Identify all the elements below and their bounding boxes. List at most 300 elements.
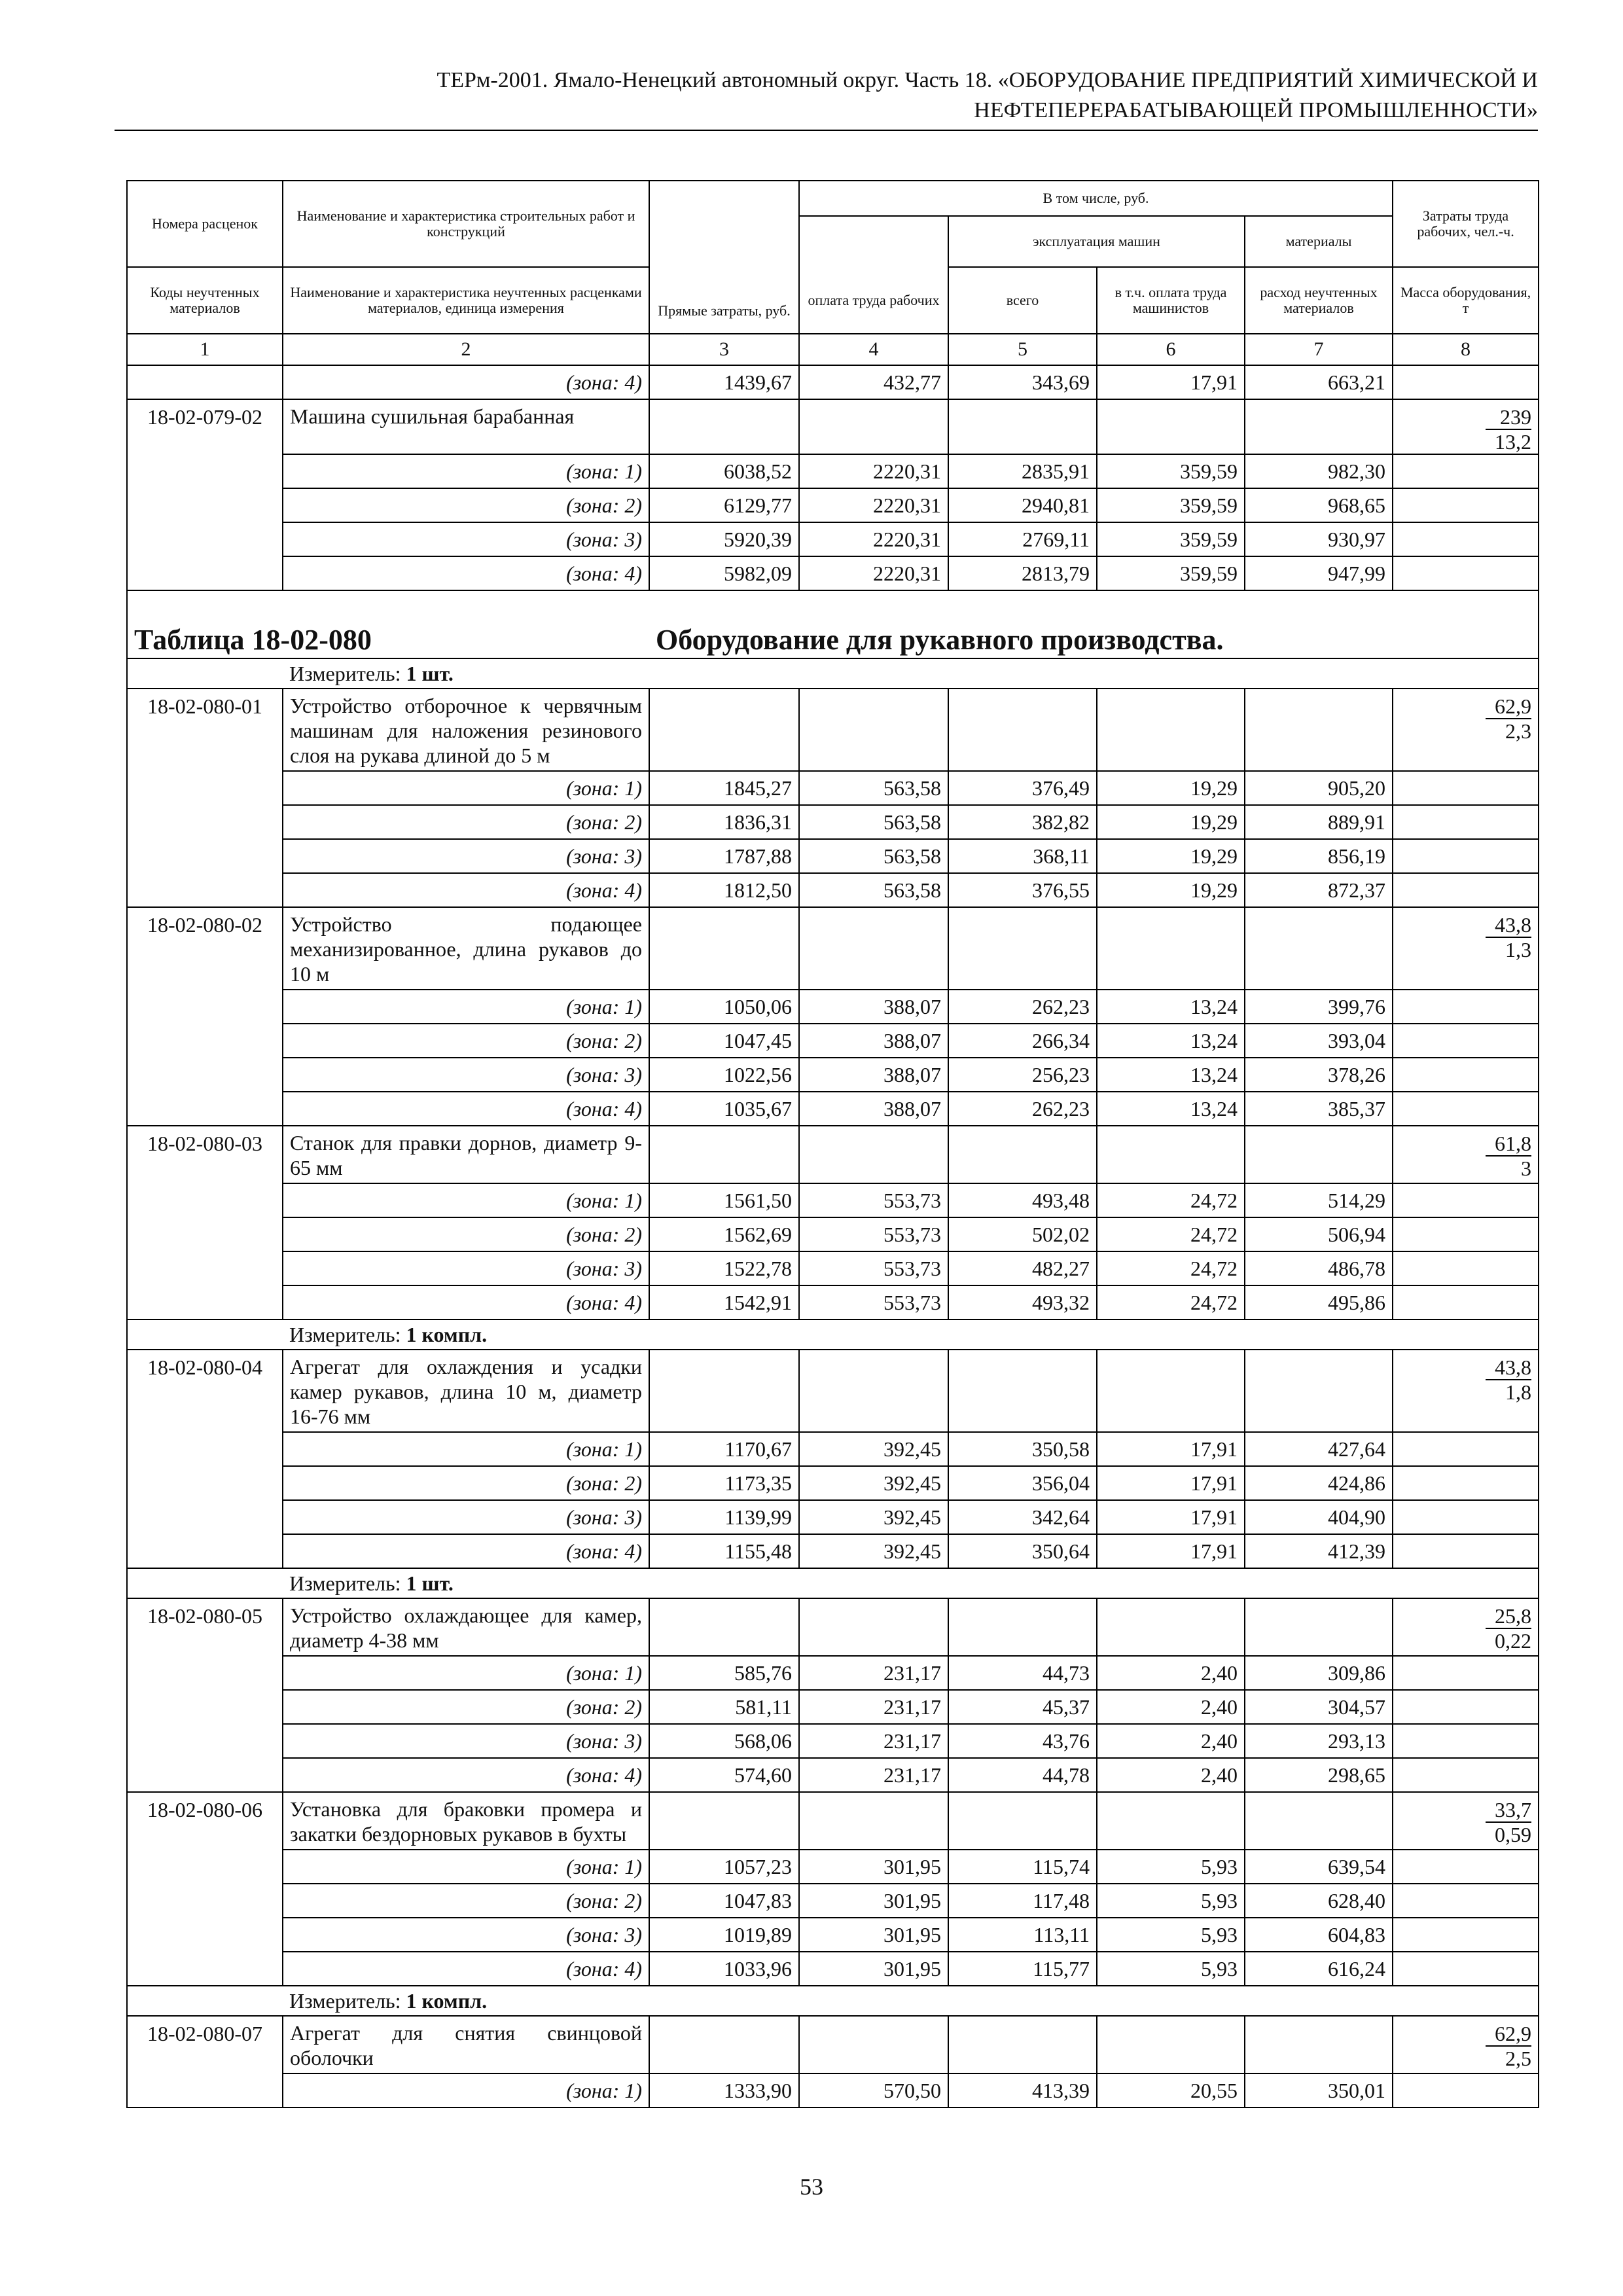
zone-row <box>127 1466 1539 1500</box>
blank-cell <box>649 399 799 454</box>
value-cell: 663,21 <box>1245 365 1393 399</box>
value-cell: 5,93 <box>1097 1952 1245 1986</box>
value-cell: 2813,79 <box>948 556 1097 590</box>
value-cell: 376,55 <box>948 873 1097 907</box>
zone-label: (зона: 2) <box>283 805 649 839</box>
rate-item-row <box>127 907 1539 990</box>
labor-value: 33,7 <box>1486 1798 1531 1823</box>
value-cell: 13,24 <box>1097 1024 1245 1058</box>
value-cell: 19,29 <box>1097 839 1245 873</box>
value-cell: 350,01 <box>1245 2073 1393 2108</box>
value-cell: 482,27 <box>948 1251 1097 1285</box>
zone-row <box>127 1058 1539 1092</box>
value-cell: 563,58 <box>799 873 948 907</box>
labor-mass-fraction <box>1393 1792 1539 1850</box>
value-cell: 343,69 <box>948 365 1097 399</box>
rate-code: 18-02-080-03 <box>127 1126 283 1319</box>
value-cell: 385,37 <box>1245 1092 1393 1126</box>
measure-row <box>127 1986 1539 2016</box>
blank-cell <box>1393 1058 1539 1092</box>
zone-row <box>127 1217 1539 1251</box>
rate-code: 18-02-080-05 <box>127 1598 283 1792</box>
blank-cell <box>1245 1126 1393 1183</box>
zone-row <box>127 839 1539 873</box>
blank-cell <box>1245 907 1393 990</box>
blank-cell <box>948 1126 1097 1183</box>
value-cell: 568,06 <box>649 1724 799 1758</box>
rate-item-row <box>127 1792 1539 1850</box>
blank-cell <box>1393 1850 1539 1884</box>
blank-cell <box>1393 1884 1539 1918</box>
col-codes: Коды неучтенных материалов <box>127 267 283 334</box>
zone-row <box>127 771 1539 805</box>
column-number: 4 <box>799 334 948 365</box>
blank-cell <box>799 907 948 990</box>
value-cell: 1522,78 <box>649 1251 799 1285</box>
blank-cell <box>1393 556 1539 590</box>
value-cell: 231,17 <box>799 1690 948 1724</box>
value-cell: 24,72 <box>1097 1217 1245 1251</box>
measure-label: Измеритель: <box>289 1988 401 2013</box>
measure-text <box>283 658 1539 689</box>
value-cell: 388,07 <box>799 1024 948 1058</box>
blank-cell <box>1097 2016 1245 2073</box>
value-cell: 2,40 <box>1097 1724 1245 1758</box>
value-cell: 5,93 <box>1097 1918 1245 1952</box>
value-cell: 256,23 <box>948 1058 1097 1092</box>
rate-item-row <box>127 689 1539 771</box>
value-cell: 378,26 <box>1245 1058 1393 1092</box>
measure-text <box>283 1319 1539 1350</box>
measure-unit: 1 компл. <box>406 1322 488 1346</box>
rate-code: 18-02-080-06 <box>127 1792 283 1986</box>
blank-cell <box>649 1350 799 1432</box>
zone-row <box>127 556 1539 590</box>
zone-label: (зона: 4) <box>283 1285 649 1319</box>
col-blank <box>799 216 948 267</box>
value-cell: 1836,31 <box>649 805 799 839</box>
blank-cell <box>948 1792 1097 1850</box>
blank-cell <box>1393 1466 1539 1500</box>
zone-label: (зона: 3) <box>283 839 649 873</box>
value-cell: 1787,88 <box>649 839 799 873</box>
measure-label: Измеритель: <box>289 1571 401 1595</box>
blank-cell <box>649 689 799 771</box>
value-cell: 6038,52 <box>649 454 799 488</box>
column-number: 7 <box>1245 334 1393 365</box>
zone-label: (зона: 4) <box>283 873 649 907</box>
labor-mass-fraction <box>1393 2016 1539 2073</box>
value-cell: 1845,27 <box>649 771 799 805</box>
value-cell: 628,40 <box>1245 1884 1393 1918</box>
value-cell: 359,59 <box>1097 488 1245 522</box>
measure-row <box>127 658 1539 689</box>
blank-cell <box>1393 488 1539 522</box>
zone-label: (зона: 2) <box>283 1024 649 1058</box>
rate-code: 18-02-080-02 <box>127 907 283 1126</box>
column-number: 1 <box>127 334 283 365</box>
zone-label: (зона: 1) <box>283 1183 649 1217</box>
rate-name: Установка для браковки промера и закатки бездорновых рукавов в бухты <box>283 1792 649 1850</box>
zone-row <box>127 1183 1539 1217</box>
value-cell: 5982,09 <box>649 556 799 590</box>
value-cell: 262,23 <box>948 990 1097 1024</box>
rate-name: Устройство охлаждающее для камер, диаметр 4-38 мм <box>283 1598 649 1656</box>
value-cell: 2835,91 <box>948 454 1097 488</box>
value-cell: 1033,96 <box>649 1952 799 1986</box>
value-cell: 553,73 <box>799 1183 948 1217</box>
header-line-2: НЕФТЕПЕРЕРАБАТЫВАЮЩЕЙ ПРОМЫШЛЕННОСТИ» <box>974 98 1538 122</box>
zone-label: (зона: 4) <box>283 556 649 590</box>
value-cell: 231,17 <box>799 1724 948 1758</box>
blank-cell <box>1097 1792 1245 1850</box>
blank-cell <box>1097 689 1245 771</box>
value-cell: 304,57 <box>1245 1690 1393 1724</box>
value-cell: 2,40 <box>1097 1690 1245 1724</box>
value-cell: 298,65 <box>1245 1758 1393 1792</box>
measure-text <box>283 1986 1539 2016</box>
blank-cell <box>1393 1024 1539 1058</box>
measure-row <box>127 1568 1539 1598</box>
labor-value: 239 <box>1486 405 1531 430</box>
value-cell: 413,39 <box>948 2073 1097 2108</box>
zone-row <box>127 1758 1539 1792</box>
col-machines: эксплуатация машин <box>948 216 1245 267</box>
zone-label: (зона: 3) <box>283 1500 649 1534</box>
blank-cell <box>948 907 1097 990</box>
zone-label: (зона: 2) <box>283 1466 649 1500</box>
blank-cell <box>1393 1285 1539 1319</box>
value-cell: 947,99 <box>1245 556 1393 590</box>
zone-row <box>127 2073 1539 2108</box>
value-cell: 1542,91 <box>649 1285 799 1319</box>
page-number: 53 <box>800 2174 823 2200</box>
blank-cell <box>649 907 799 990</box>
value-cell: 2220,31 <box>799 454 948 488</box>
value-cell: 585,76 <box>649 1656 799 1690</box>
value-cell: 301,95 <box>799 1884 948 1918</box>
value-cell: 301,95 <box>799 1952 948 1986</box>
value-cell: 231,17 <box>799 1758 948 1792</box>
value-cell: 514,29 <box>1245 1183 1393 1217</box>
zone-label: (зона: 2) <box>283 1690 649 1724</box>
value-cell: 1047,83 <box>649 1884 799 1918</box>
rate-item-row <box>127 1598 1539 1656</box>
header-rule <box>115 130 1538 131</box>
value-cell: 1155,48 <box>649 1534 799 1568</box>
value-cell: 350,64 <box>948 1534 1097 1568</box>
value-cell: 13,24 <box>1097 1092 1245 1126</box>
value-cell: 563,58 <box>799 771 948 805</box>
rate-name: Машина сушильная барабанная <box>283 399 649 454</box>
zone-row <box>127 1534 1539 1568</box>
rate-name: Агрегат для охлаждения и усадки камер рукавов, длина 10 м, диаметр 16-76 мм <box>283 1350 649 1432</box>
rate-name: Агрегат для снятия свинцовой оболочки <box>283 2016 649 2073</box>
col-materials: материалы <box>1245 216 1393 267</box>
col-labor: Затраты труда рабочих, чел.-ч. <box>1393 181 1539 267</box>
blank-cell <box>948 399 1097 454</box>
col-direct: Прямые затраты, руб. <box>649 181 799 334</box>
header-line-1: ТЕРм-2001. Ямало-Ненецкий автономный округ. Часть 18. «ОБОРУДОВАНИЕ ПРЕДПРИЯТИЙ ХИМИЧЕСКОЙ И <box>437 68 1538 92</box>
value-cell: 19,29 <box>1097 873 1245 907</box>
value-cell: 309,86 <box>1245 1656 1393 1690</box>
value-cell: 495,86 <box>1245 1285 1393 1319</box>
zone-label: (зона: 3) <box>283 522 649 556</box>
col-unacc-materials: расход неучтенных материалов <box>1245 267 1393 334</box>
value-cell: 262,23 <box>948 1092 1097 1126</box>
value-cell: 604,83 <box>1245 1918 1393 1952</box>
zone-label: (зона: 1) <box>283 1850 649 1884</box>
value-cell: 388,07 <box>799 990 948 1024</box>
value-cell: 356,04 <box>948 1466 1097 1500</box>
col-wages: оплата труда рабочих <box>799 267 948 334</box>
value-cell: 2,40 <box>1097 1656 1245 1690</box>
blank-cell <box>1097 1126 1245 1183</box>
blank-cell <box>1393 805 1539 839</box>
value-cell: 359,59 <box>1097 454 1245 488</box>
value-cell: 17,91 <box>1097 365 1245 399</box>
value-cell: 982,30 <box>1245 454 1393 488</box>
value-cell: 359,59 <box>1097 556 1245 590</box>
value-cell: 1050,06 <box>649 990 799 1024</box>
measure-label: Измеритель: <box>289 1322 401 1346</box>
zone-label: (зона: 1) <box>283 1656 649 1690</box>
value-cell: 1047,45 <box>649 1024 799 1058</box>
value-cell: 115,74 <box>948 1850 1097 1884</box>
table-label: Таблица 18-02-080 <box>127 590 649 658</box>
measure-unit: 1 компл. <box>406 1988 488 2013</box>
zone-row <box>127 1724 1539 1758</box>
blank-cell <box>649 2016 799 2073</box>
blank-cell <box>948 2016 1097 2073</box>
value-cell: 2940,81 <box>948 488 1097 522</box>
value-cell: 368,11 <box>948 839 1097 873</box>
value-cell: 342,64 <box>948 1500 1097 1534</box>
column-number: 5 <box>948 334 1097 365</box>
blank-cell <box>1393 365 1539 399</box>
rate-code: 18-02-080-04 <box>127 1350 283 1568</box>
labor-value: 61,8 <box>1486 1132 1531 1157</box>
code-cell-empty <box>127 365 283 399</box>
zone-row <box>127 1690 1539 1724</box>
col-incl: В том числе, руб. <box>799 181 1393 216</box>
column-number: 3 <box>649 334 799 365</box>
labor-value: 25,8 <box>1486 1604 1531 1629</box>
blank-cell <box>1393 1432 1539 1466</box>
value-cell: 889,91 <box>1245 805 1393 839</box>
value-cell: 24,72 <box>1097 1251 1245 1285</box>
value-cell: 553,73 <box>799 1251 948 1285</box>
measure-row <box>127 1319 1539 1350</box>
value-cell: 553,73 <box>799 1217 948 1251</box>
value-cell: 24,72 <box>1097 1183 1245 1217</box>
zone-label: (зона: 1) <box>283 771 649 805</box>
value-cell: 553,73 <box>799 1285 948 1319</box>
value-cell: 24,72 <box>1097 1285 1245 1319</box>
value-cell: 231,17 <box>799 1656 948 1690</box>
value-cell: 350,58 <box>948 1432 1097 1466</box>
zone-row <box>127 1952 1539 1986</box>
zone-row <box>127 1884 1539 1918</box>
value-cell: 17,91 <box>1097 1500 1245 1534</box>
value-cell: 1170,67 <box>649 1432 799 1466</box>
blank-cell <box>799 2016 948 2073</box>
blank-cell <box>948 1350 1097 1432</box>
blank-cell <box>127 1319 283 1350</box>
blank-cell <box>1245 2016 1393 2073</box>
value-cell: 392,45 <box>799 1466 948 1500</box>
blank-cell <box>799 689 948 771</box>
blank-cell <box>799 1598 948 1656</box>
value-cell: 43,76 <box>948 1724 1097 1758</box>
zone-label: (зона: 2) <box>283 1884 649 1918</box>
blank-cell <box>1393 771 1539 805</box>
zone-row <box>127 805 1539 839</box>
zone-row <box>127 1024 1539 1058</box>
col-name-char: Наименование и характеристика строительных работ и конструкций <box>283 181 649 267</box>
value-cell: 301,95 <box>799 1918 948 1952</box>
value-cell: 2220,31 <box>799 556 948 590</box>
value-cell: 6129,77 <box>649 488 799 522</box>
value-cell: 930,97 <box>1245 522 1393 556</box>
blank-cell <box>1393 522 1539 556</box>
blank-cell <box>1393 1092 1539 1126</box>
value-cell: 13,24 <box>1097 1058 1245 1092</box>
blank-cell <box>1393 1656 1539 1690</box>
zone-label: (зона: 4) <box>283 1952 649 1986</box>
value-cell: 1139,99 <box>649 1500 799 1534</box>
zone-label: (зона: 1) <box>283 2073 649 2108</box>
value-cell: 486,78 <box>1245 1251 1393 1285</box>
col-total: всего <box>948 267 1097 334</box>
value-cell: 1333,90 <box>649 2073 799 2108</box>
value-cell: 427,64 <box>1245 1432 1393 1466</box>
value-cell: 45,37 <box>948 1690 1097 1724</box>
blank-cell <box>649 1792 799 1850</box>
zone-row <box>127 1656 1539 1690</box>
column-number: 6 <box>1097 334 1245 365</box>
value-cell: 905,20 <box>1245 771 1393 805</box>
zone-label: (зона: 2) <box>283 1217 649 1251</box>
blank-cell <box>1393 454 1539 488</box>
value-cell: 856,19 <box>1245 839 1393 873</box>
measure-label: Измеритель: <box>289 661 401 685</box>
value-cell: 382,82 <box>948 805 1097 839</box>
value-cell: 44,78 <box>948 1758 1097 1792</box>
mass-value: 13,2 <box>1495 430 1532 454</box>
blank-cell <box>1393 839 1539 873</box>
blank-cell <box>1097 1350 1245 1432</box>
zone-row <box>127 488 1539 522</box>
rate-code: 18-02-079-02 <box>127 399 283 590</box>
blank-cell <box>799 1126 948 1183</box>
zone-label: (зона: 3) <box>283 1918 649 1952</box>
column-number: 8 <box>1393 334 1539 365</box>
value-cell: 376,49 <box>948 771 1097 805</box>
rate-name: Устройство отборочное к червячным машинам для наложения резинового слоя на рукава длиной до 5 м <box>283 689 649 771</box>
measure-text <box>283 1568 1539 1598</box>
mass-value: 1,8 <box>1505 1380 1532 1404</box>
col-name-unacc: Наименование и характеристика неучтенных расценками материалов, единица измерения <box>283 267 649 334</box>
zone-row <box>127 990 1539 1024</box>
mass-value: 2,3 <box>1505 719 1532 743</box>
mass-value: 0,59 <box>1495 1823 1532 1846</box>
rate-item-row <box>127 1126 1539 1183</box>
value-cell: 639,54 <box>1245 1850 1393 1884</box>
measure-unit: 1 шт. <box>406 661 454 685</box>
zone-row <box>127 454 1539 488</box>
zone-row <box>127 1251 1539 1285</box>
zone-label: (зона: 1) <box>283 1432 649 1466</box>
value-cell: 293,13 <box>1245 1724 1393 1758</box>
zone-row <box>127 1092 1539 1126</box>
blank-cell <box>1393 1758 1539 1792</box>
rate-code: 18-02-080-07 <box>127 2016 283 2108</box>
value-cell: 1439,67 <box>649 365 799 399</box>
zone-row <box>127 1285 1539 1319</box>
zone-label: (зона: 1) <box>283 990 649 1024</box>
value-cell: 113,11 <box>948 1918 1097 1952</box>
value-cell: 388,07 <box>799 1058 948 1092</box>
page-header <box>115 65 1538 126</box>
blank-cell <box>1097 907 1245 990</box>
value-cell: 581,11 <box>649 1690 799 1724</box>
value-cell: 1812,50 <box>649 873 799 907</box>
value-cell: 266,34 <box>948 1024 1097 1058</box>
value-cell: 392,45 <box>799 1432 948 1466</box>
value-cell: 502,02 <box>948 1217 1097 1251</box>
table-title: Оборудование для рукавного производства. <box>649 590 1539 658</box>
blank-cell <box>1245 689 1393 771</box>
labor-value: 43,8 <box>1486 1355 1531 1380</box>
zone-row <box>127 1432 1539 1466</box>
zone-label: (зона: 3) <box>283 1724 649 1758</box>
value-cell: 13,24 <box>1097 990 1245 1024</box>
value-cell: 1561,50 <box>649 1183 799 1217</box>
blank-cell <box>1097 399 1245 454</box>
value-cell: 392,45 <box>799 1500 948 1534</box>
blank-cell <box>1393 2073 1539 2108</box>
zone-row <box>127 1500 1539 1534</box>
value-cell: 388,07 <box>799 1092 948 1126</box>
value-cell: 563,58 <box>799 805 948 839</box>
mass-value: 1,3 <box>1505 938 1532 961</box>
value-cell: 432,77 <box>799 365 948 399</box>
value-cell: 412,39 <box>1245 1534 1393 1568</box>
blank-cell <box>1393 990 1539 1024</box>
value-cell: 493,48 <box>948 1183 1097 1217</box>
blank-cell <box>799 399 948 454</box>
value-cell: 17,91 <box>1097 1466 1245 1500</box>
value-cell: 563,58 <box>799 839 948 873</box>
value-cell: 5920,39 <box>649 522 799 556</box>
blank-cell <box>127 1986 283 2016</box>
value-cell: 2,40 <box>1097 1758 1245 1792</box>
col-mass: Масса оборудования, т <box>1393 267 1539 334</box>
value-cell: 19,29 <box>1097 805 1245 839</box>
zone-row <box>127 873 1539 907</box>
value-cell: 2220,31 <box>799 488 948 522</box>
blank-cell <box>649 1598 799 1656</box>
mass-value: 3 <box>1521 1157 1532 1180</box>
blank-cell <box>799 1350 948 1432</box>
zone-label: (зона: 2) <box>283 488 649 522</box>
value-cell: 493,32 <box>948 1285 1097 1319</box>
blank-cell <box>948 1598 1097 1656</box>
blank-cell <box>1393 1724 1539 1758</box>
value-cell: 399,76 <box>1245 990 1393 1024</box>
value-cell: 1022,56 <box>649 1058 799 1092</box>
